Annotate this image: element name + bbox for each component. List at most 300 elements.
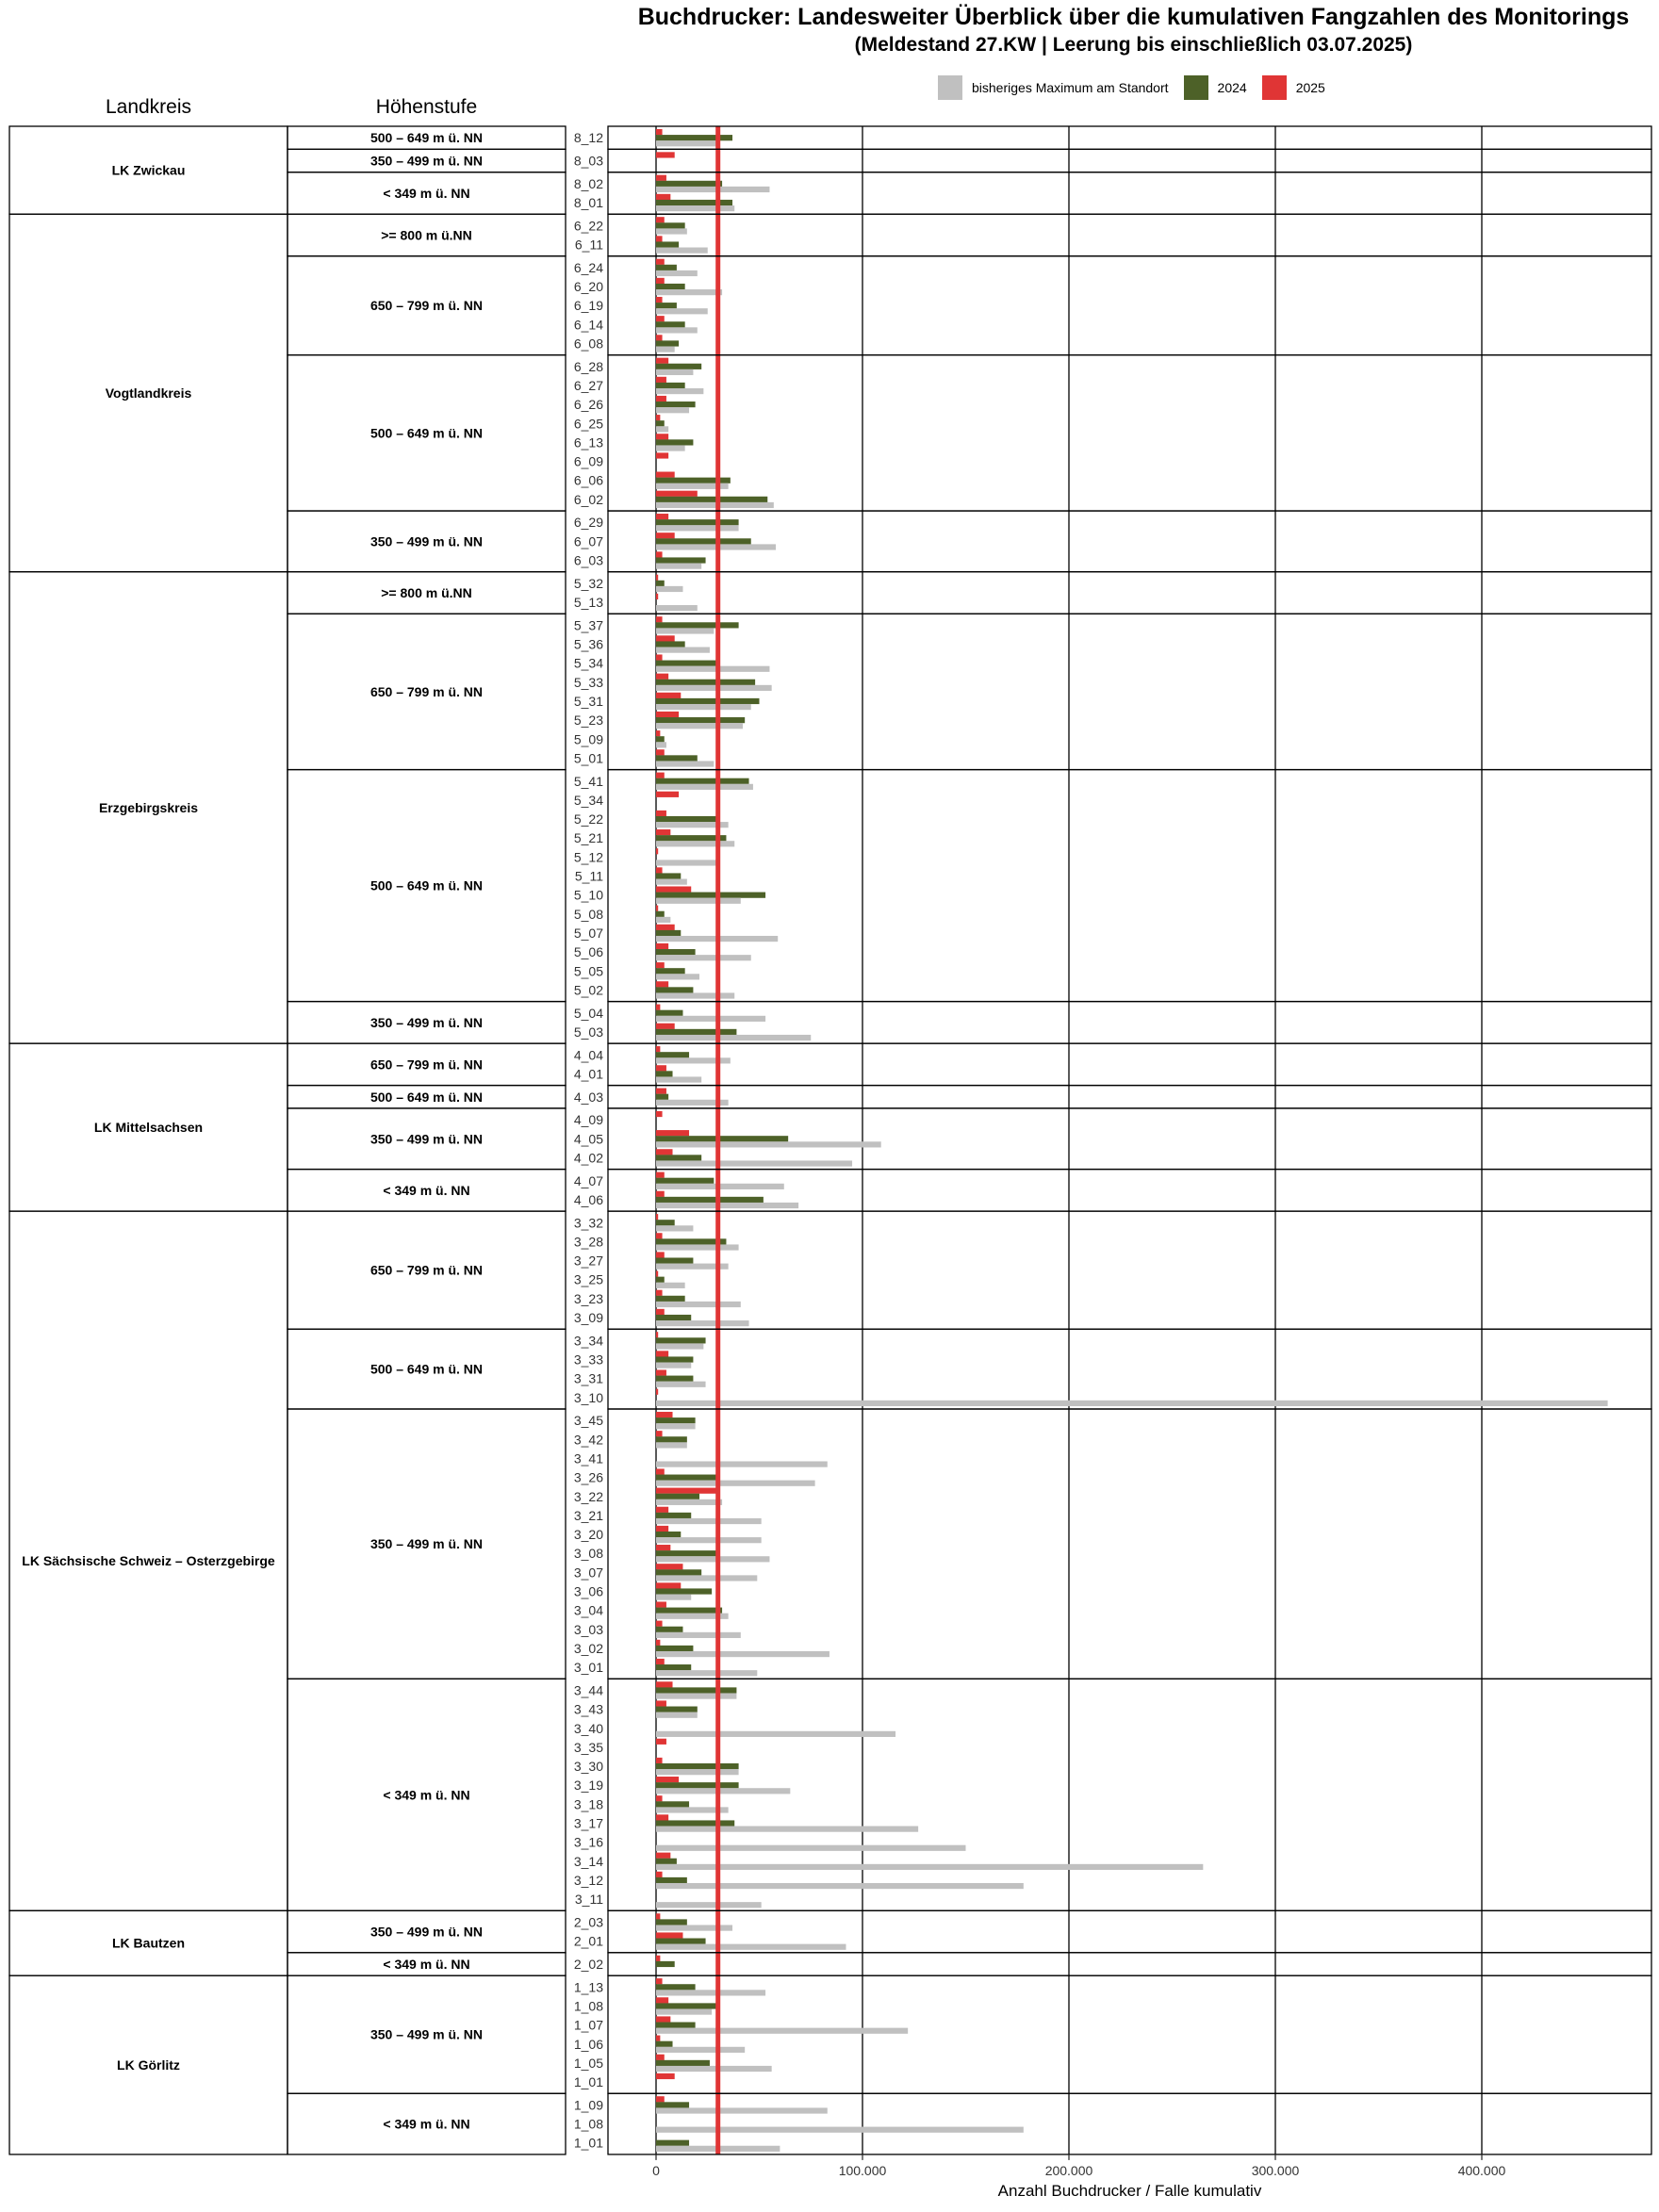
bar-2025 [656, 316, 665, 321]
trap-label: 5_37 [573, 617, 603, 633]
bar-2024 [656, 1588, 712, 1594]
bar-2025 [656, 152, 675, 157]
trap-label: 3_32 [573, 1215, 603, 1231]
bar-2025 [656, 1290, 663, 1296]
bar-2024 [656, 557, 706, 563]
panel-facet [608, 2093, 1651, 2155]
trap-label: 3_06 [573, 1583, 603, 1599]
panel-facet [608, 1409, 1651, 1679]
bar-2025 [656, 1795, 663, 1801]
bar-max [656, 205, 734, 211]
district-label: LK Görlitz [117, 2057, 180, 2073]
bar-2024 [656, 680, 755, 685]
trap-label: 3_18 [573, 1796, 603, 1812]
trap-label: 3_25 [573, 1271, 603, 1287]
bar-max [656, 1518, 762, 1524]
trap-label: 3_45 [573, 1413, 603, 1429]
bar-max [656, 1769, 739, 1775]
bar-max [656, 1651, 830, 1657]
bar-max [656, 1556, 769, 1562]
bar-2024 [656, 1859, 677, 1864]
panel-facet [608, 1953, 1651, 1975]
bar-2025 [656, 1601, 666, 1607]
bar-2025 [656, 236, 663, 241]
bar-2025 [656, 1468, 665, 1474]
bar-max [656, 228, 687, 234]
district-label: LK Sächsische Schweiz – Osterzgebirge [22, 1553, 275, 1569]
bar-2024 [656, 2023, 696, 2028]
panel-facet [608, 355, 1651, 511]
trap-label: 3_27 [573, 1253, 603, 1269]
x-tick-label: 300.000 [1251, 2162, 1300, 2178]
bar-2025 [656, 1659, 665, 1664]
trap-label: 3_42 [573, 1432, 603, 1448]
bar-2024 [656, 1608, 722, 1614]
bar-2025 [656, 2096, 665, 2102]
bar-max [656, 1225, 693, 1231]
bar-2024 [656, 930, 681, 936]
bar-2025 [656, 1564, 682, 1569]
bar-2025 [656, 129, 663, 135]
bar-2024 [656, 135, 732, 140]
bar-max [656, 426, 668, 432]
trap-label: 6_25 [573, 416, 603, 432]
panel-facet [608, 1211, 1651, 1329]
level-label: 350 – 499 m ü. NN [370, 1536, 484, 1552]
trap-label: 4_07 [573, 1172, 603, 1188]
bar-2024 [656, 364, 701, 369]
bar-2025 [656, 2073, 675, 2079]
trap-label: 5_23 [573, 713, 603, 729]
bar-2024 [656, 581, 665, 586]
bar-2025 [656, 259, 665, 265]
bar-2025 [656, 1214, 658, 1220]
bar-2025 [656, 358, 668, 364]
bar-2025 [656, 1431, 663, 1436]
bar-2024 [656, 321, 685, 327]
trap-label: 3_34 [573, 1333, 603, 1349]
trap-label: 3_16 [573, 1834, 603, 1850]
trap-label: 5_22 [573, 811, 603, 827]
bar-2024 [656, 1919, 687, 1925]
bar-2025 [656, 925, 675, 930]
bar-2025 [656, 297, 663, 303]
level-label: 650 – 799 m ü. NN [370, 1262, 484, 1278]
trap-label: 3_33 [573, 1352, 603, 1368]
bar-2024 [656, 1277, 665, 1283]
bar-max [656, 407, 689, 413]
level-label: >= 800 m ü.NN [381, 584, 472, 600]
bar-2024 [656, 1417, 696, 1423]
trap-label: 3_22 [573, 1488, 603, 1504]
trap-label: 6_27 [573, 377, 603, 393]
trap-label: 6_22 [573, 218, 603, 234]
bar-2025 [656, 1412, 673, 1417]
bar-max [656, 1864, 1203, 1870]
level-label: 350 – 499 m ü. NN [370, 1924, 484, 1940]
bar-2024 [656, 1939, 706, 1944]
trap-label: 1_07 [573, 2017, 603, 2033]
panel-facet [608, 1086, 1651, 1108]
trap-label: 5_05 [573, 963, 603, 979]
bar-2024 [656, 1010, 682, 1016]
trap-label: 6_07 [573, 533, 603, 549]
bar-2024 [656, 2003, 716, 2008]
bar-max [656, 1595, 691, 1600]
bar-2024 [656, 1646, 693, 1651]
trap-label: 4_06 [573, 1191, 603, 1207]
bar-max [656, 388, 703, 394]
bar-2024 [656, 1494, 699, 1499]
bar-2024 [656, 284, 685, 289]
trap-label: 6_11 [574, 237, 603, 253]
bar-2025 [656, 594, 658, 599]
bar-max [656, 1442, 687, 1448]
panel-facet [608, 256, 1651, 355]
bar-max [656, 445, 685, 451]
bar-max [656, 502, 774, 508]
bar-2025 [656, 194, 670, 200]
bar-max [656, 1244, 739, 1250]
bar-2025 [656, 1507, 668, 1513]
bar-2025 [656, 848, 658, 854]
bar-max [656, 1788, 790, 1794]
trap-label: 1_08 [573, 2116, 603, 2132]
bar-2024 [656, 911, 665, 917]
bar-2025 [656, 1739, 666, 1745]
bar-2025 [656, 829, 670, 835]
trap-label: 3_21 [573, 1507, 603, 1523]
trap-label: 6_28 [573, 358, 603, 374]
bar-max [656, 1283, 685, 1288]
bar-2024 [656, 1436, 687, 1442]
level-label: 500 – 649 m ü. NN [370, 130, 484, 146]
bar-max [656, 1035, 811, 1040]
level-label: 650 – 799 m ü. NN [370, 683, 484, 699]
bar-max [656, 974, 699, 979]
bar-2024 [656, 1569, 701, 1575]
bar-2025 [656, 1545, 670, 1550]
bar-max [656, 1016, 765, 1022]
bar-max [656, 1693, 736, 1698]
trap-label: 3_01 [573, 1660, 603, 1676]
bar-max [656, 525, 739, 531]
bar-2024 [656, 181, 722, 187]
trap-label: 3_20 [573, 1527, 603, 1543]
bar-2025 [656, 1309, 665, 1315]
legend-label-max: bisheriges Maximum am Standort [972, 80, 1169, 95]
trap-label: 3_04 [573, 1602, 603, 1618]
column-header-landkreis: Landkreis [105, 96, 192, 118]
bar-2024 [656, 2102, 689, 2107]
bar-2024 [656, 340, 679, 346]
trap-label: 4_04 [573, 1047, 603, 1063]
bar-max [656, 1461, 828, 1466]
bar-2025 [656, 674, 668, 680]
trap-label: 3_28 [573, 1234, 603, 1250]
level-label: 350 – 499 m ü. NN [370, 2026, 484, 2042]
bar-2025 [656, 1582, 681, 1588]
trap-label: 4_05 [573, 1131, 603, 1147]
bar-max [656, 605, 698, 611]
bar-2024 [656, 1707, 698, 1712]
bar-2025 [656, 434, 668, 439]
bar-2024 [656, 1877, 687, 1883]
level-label: < 349 m ü. NN [383, 1956, 470, 1972]
bar-2024 [656, 519, 739, 525]
bar-2024 [656, 1532, 681, 1537]
level-label: 500 – 649 m ü. NN [370, 877, 484, 893]
bar-2024 [656, 2060, 710, 2066]
bar-2025 [656, 749, 665, 755]
bar-2025 [656, 1130, 689, 1136]
bar-2025 [656, 1681, 673, 1687]
bar-2024 [656, 1094, 668, 1100]
bar-2025 [656, 962, 665, 968]
bar-2024 [656, 1296, 685, 1302]
bar-2025 [656, 1621, 663, 1627]
bar-2024 [656, 1155, 701, 1160]
level-label: 350 – 499 m ü. NN [370, 1131, 484, 1147]
bar-2025 [656, 1111, 663, 1117]
panel-facet [608, 149, 1651, 172]
panel-facet [608, 1043, 1651, 1086]
trap-label: 8_01 [573, 195, 603, 211]
trap-label: 3_26 [573, 1469, 603, 1485]
x-tick-label: 200.000 [1044, 2162, 1093, 2178]
trap-label: 5_04 [573, 1005, 603, 1021]
trap-label: 1_09 [573, 2097, 603, 2113]
trap-label: 3_03 [573, 1621, 603, 1637]
trap-label: 6_29 [573, 515, 603, 531]
bar-max [656, 1423, 696, 1429]
bar-max [656, 564, 701, 569]
bar-2025 [656, 514, 668, 519]
bar-max [656, 898, 741, 904]
bar-2024 [656, 241, 679, 247]
bar-2025 [656, 1089, 666, 1094]
bar-max [656, 1845, 966, 1851]
bar-2025 [656, 792, 679, 797]
bar-2025 [656, 278, 665, 284]
panel-facet [608, 214, 1651, 256]
bar-2025 [656, 1271, 658, 1277]
trap-label: 5_10 [573, 887, 603, 903]
bar-2025 [656, 693, 681, 698]
chart-title: Buchdrucker: Landesweiter Überblick über die kumulativen Fangzahlen des Monitorings [637, 4, 1630, 30]
bar-2025 [656, 1024, 675, 1029]
trap-label: 3_23 [573, 1290, 603, 1306]
bar-2024 [656, 698, 760, 704]
bar-2024 [656, 622, 739, 628]
bar-2025 [656, 452, 668, 458]
level-label: 500 – 649 m ü. NN [370, 1089, 484, 1105]
panel-facet [608, 770, 1651, 1002]
trap-label: 6_14 [573, 317, 603, 333]
trap-label: 5_21 [573, 830, 603, 846]
bar-max [656, 369, 693, 375]
level-label: 350 – 499 m ü. NN [370, 153, 484, 169]
bar-max [656, 346, 675, 352]
bar-2024 [656, 1052, 689, 1057]
bar-2025 [656, 1640, 660, 1646]
bar-2025 [656, 396, 666, 401]
bar-max [656, 1575, 757, 1581]
trap-label: 4_02 [573, 1150, 603, 1166]
bar-2024 [656, 1315, 691, 1320]
bar-2025 [656, 1997, 668, 2003]
bar-max [656, 289, 722, 295]
bar-2025 [656, 1332, 658, 1337]
panel-facet [608, 172, 1651, 215]
trap-label: 5_36 [573, 636, 603, 652]
bar-2025 [656, 981, 668, 987]
bar-2024 [656, 497, 767, 502]
bar-max [656, 2066, 772, 2072]
level-label: 350 – 499 m ü. NN [370, 1014, 484, 1030]
trap-label: 6_08 [573, 336, 603, 352]
bar-2025 [656, 2016, 670, 2022]
bar-2025 [656, 1932, 682, 1938]
x-axis-title: Anzahl Buchdrucker / Falle kumulativ [997, 2181, 1262, 2200]
trap-label: 5_41 [573, 773, 603, 789]
bar-max [656, 955, 751, 960]
bar-max [656, 2047, 745, 2053]
level-label: < 349 m ü. NN [383, 185, 470, 201]
bar-2025 [656, 335, 663, 340]
trap-label: 4_03 [573, 1089, 603, 1105]
bar-2025 [656, 472, 675, 478]
bar-2025 [656, 1956, 660, 1961]
bar-2025 [656, 1252, 665, 1257]
bar-2025 [656, 217, 665, 222]
bar-2024 [656, 949, 696, 955]
bar-2024 [656, 1627, 682, 1632]
bar-2025 [656, 616, 663, 622]
bar-max [656, 1827, 918, 1832]
trap-label: 4_01 [573, 1066, 603, 1082]
bar-2025 [656, 1005, 660, 1010]
trap-label: 3_08 [573, 1546, 603, 1562]
bar-max [656, 704, 751, 710]
trap-label: 5_08 [573, 906, 603, 922]
bar-max [656, 647, 710, 653]
bar-2025 [656, 1191, 665, 1197]
bar-2024 [656, 736, 665, 742]
bar-max [656, 1883, 1024, 1889]
bar-2025 [656, 712, 679, 717]
trap-label: 5_34 [573, 792, 603, 808]
bar-max [656, 628, 714, 633]
trap-label: 1_01 [573, 2074, 603, 2090]
bar-max [656, 1712, 698, 1718]
bar-max [656, 2107, 828, 2113]
trap-label: 3_40 [573, 1720, 603, 1736]
trap-label: 3_10 [573, 1389, 603, 1405]
bar-2024 [656, 968, 685, 974]
bar-2024 [656, 816, 716, 822]
trap-label: 5_09 [573, 731, 603, 747]
panel-facet [608, 572, 1651, 614]
trap-label: 1_05 [573, 2055, 603, 2071]
bar-max [656, 1401, 1608, 1406]
bar-max [656, 187, 769, 192]
bar-2024 [656, 2140, 689, 2146]
district-label: LK Bautzen [112, 1935, 185, 1951]
bar-2024 [656, 717, 745, 723]
bar-2025 [656, 491, 698, 497]
trap-label: 1_06 [573, 2036, 603, 2052]
bar-2025 [656, 415, 660, 420]
trap-label: 5_32 [573, 575, 603, 591]
bar-2025 [656, 867, 663, 873]
trap-label: 5_07 [573, 925, 603, 941]
trap-label: 6_20 [573, 279, 603, 295]
trap-label: 2_03 [573, 1914, 603, 1930]
bar-2024 [656, 383, 685, 388]
bar-max [656, 1141, 881, 1147]
bar-2024 [656, 661, 716, 666]
bar-2025 [656, 1149, 673, 1155]
x-tick-label: 0 [652, 2162, 660, 2178]
legend-label-2025: 2025 [1295, 80, 1325, 95]
bar-max [656, 666, 769, 672]
bar-max [656, 860, 718, 865]
bar-2024 [656, 2041, 673, 2047]
bar-max [656, 723, 743, 729]
bar-2025 [656, 2036, 660, 2041]
bar-max [656, 992, 734, 998]
x-tick-label: 400.000 [1457, 2162, 1506, 2178]
bar-max [656, 761, 714, 766]
trap-label: 6_26 [573, 397, 603, 413]
bar-max [656, 2028, 908, 2034]
bar-2025 [656, 533, 675, 538]
trap-label: 5_03 [573, 1024, 603, 1040]
bar-2024 [656, 420, 665, 426]
trap-label: 3_41 [573, 1450, 603, 1466]
bar-2024 [656, 641, 685, 647]
bar-2025 [656, 1488, 716, 1494]
bar-max [656, 270, 698, 276]
bar-max [656, 1481, 815, 1486]
bar-2024 [656, 538, 751, 544]
bar-max [656, 586, 682, 592]
level-label: 500 – 649 m ü. NN [370, 425, 484, 441]
trap-label: 3_09 [573, 1310, 603, 1326]
bar-2024 [656, 401, 696, 407]
bar-2024 [656, 265, 677, 270]
bar-2024 [656, 1257, 693, 1263]
bar-2024 [656, 1337, 706, 1343]
level-label: < 349 m ü. NN [383, 2116, 470, 2132]
bar-2025 [656, 377, 666, 383]
trap-label: 3_43 [573, 1701, 603, 1717]
bar-2024 [656, 222, 685, 228]
bar-max [656, 248, 708, 254]
trap-label: 3_11 [574, 1892, 603, 1908]
bar-2025 [656, 886, 691, 892]
bar-2024 [656, 200, 732, 205]
trap-label: 1_08 [573, 1998, 603, 2014]
bar-2025 [656, 773, 665, 778]
bar-2025 [656, 1814, 668, 1820]
bar-2025 [656, 1978, 663, 1984]
bar-2025 [656, 1526, 668, 1532]
bar-2025 [656, 1777, 679, 1782]
trap-label: 6_13 [573, 434, 603, 451]
bar-2025 [656, 551, 663, 557]
